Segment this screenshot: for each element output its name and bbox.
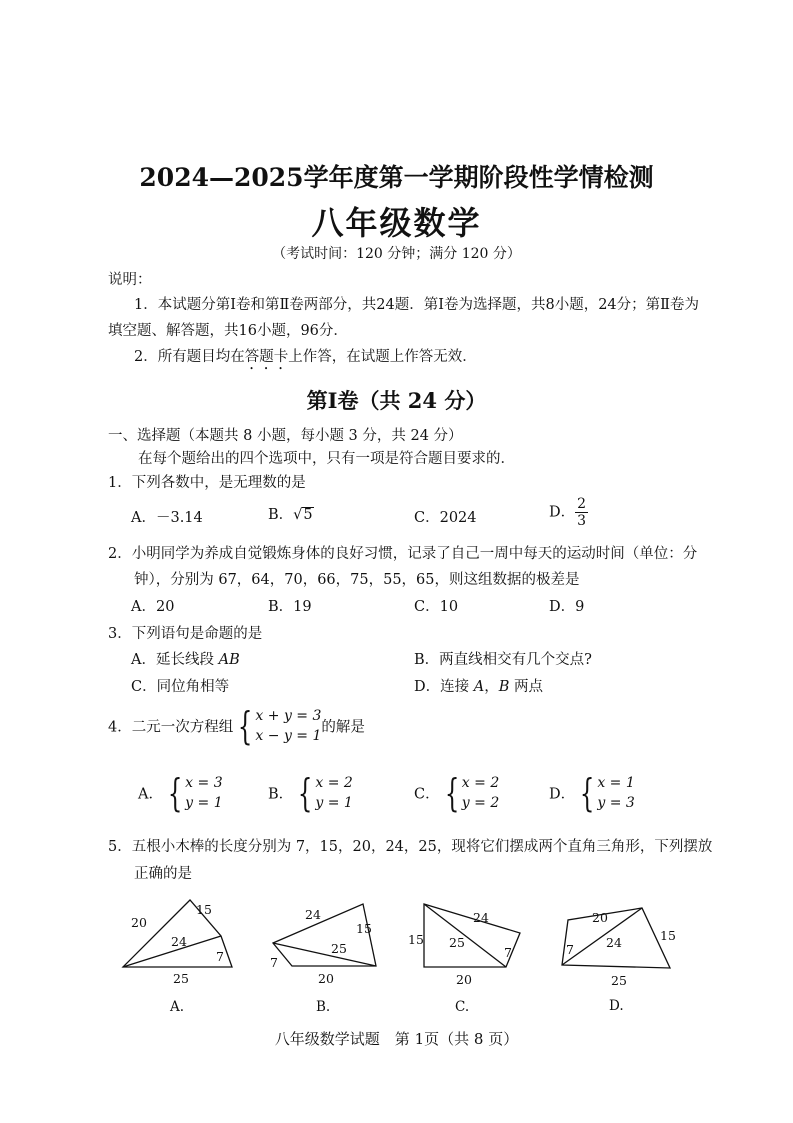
q4-option-b-system xyxy=(293,773,353,813)
part-1-instruction: 在每个题给出的四个选项中，只有一项是符合题目要求的． xyxy=(138,451,515,467)
q4-stem-prefix: 4．二元一次方程组 xyxy=(108,719,234,736)
q4-option-c-label: C． xyxy=(414,786,440,803)
q4-option-b-eq-2: y = 1 xyxy=(315,795,353,811)
exam-info: （考试时间：120 分钟；满分 120 分） xyxy=(272,246,521,262)
section-1-title: 第Ⅰ卷（共 24 分） xyxy=(306,388,487,413)
figure-a-label-24: 24 xyxy=(171,934,187,949)
q5-stem-line-1: 5．五根小木棒的长度分别为 7，15，20，24，25，现将它们摆成两个直角三角形，下列摆放 xyxy=(108,839,713,855)
q4-option-a-eq-1: x = 3 xyxy=(185,775,223,791)
q4-option-a-label: A． xyxy=(138,786,163,803)
q4-option-d-eq-1: x = 1 xyxy=(597,775,635,791)
q4-option-c xyxy=(414,773,499,813)
q3-option-d-var1: A xyxy=(473,679,485,695)
q4-equation-system xyxy=(233,706,321,746)
note-2 xyxy=(134,345,477,373)
q3-option-d-suffix: 两点 xyxy=(509,679,543,695)
q3-option-d xyxy=(414,675,543,696)
q4-stem xyxy=(108,706,365,746)
figure-c-caption: C. xyxy=(455,999,470,1015)
figure-b-label-7: 7 xyxy=(270,955,278,970)
note-2-suffix: 上作答，在试题上作答无效． xyxy=(288,349,477,365)
figure-a-caption: A. xyxy=(170,999,185,1015)
q1-option-c: C．2024 xyxy=(414,510,477,526)
q1-stem: 1．下列各数中，是无理数的是 xyxy=(108,475,306,491)
sqrt-symbol: √ 5 xyxy=(293,507,313,523)
q3-option-d-sep: ， xyxy=(484,679,499,695)
figure-d-label-25: 25 xyxy=(611,973,627,988)
q2-option-a: A．20 xyxy=(131,599,175,615)
q4-option-c-eq-1: x = 2 xyxy=(461,775,500,791)
note-2-prefix: 2．所有题目均在 xyxy=(134,349,245,365)
q3-stem: 3．下列语句是命题的是 xyxy=(108,626,263,642)
q4-option-a-system xyxy=(163,773,223,813)
figure-b-caption: B. xyxy=(316,999,331,1015)
q5-figures xyxy=(0,880,793,1020)
q4-eq-1: x + y = 3 xyxy=(255,708,322,724)
figure-a-label-25: 25 xyxy=(173,971,189,986)
subject-title: 八年级数学 xyxy=(311,204,482,242)
figure-a-label-20: 20 xyxy=(131,915,147,930)
q2-option-c: C．10 xyxy=(414,599,459,615)
note-1-line-1: 1．本试题分第Ⅰ卷和第Ⅱ卷两部分，共24题．第Ⅰ卷为选择题，共8小题，24分；第Ⅱ卷为 xyxy=(134,297,700,313)
exam-title: 2024—2025学年度第一学期阶段性学情检测 xyxy=(139,163,654,192)
part-1-heading: 一、选择题（本题共 8 小题，每小题 3 分，共 24 分） xyxy=(108,428,463,444)
q4-option-d-eq-2: y = 3 xyxy=(597,795,635,811)
q1-option-b xyxy=(268,503,314,524)
q4-option-a-eq-2: y = 1 xyxy=(185,795,223,811)
q2-option-b: B．19 xyxy=(268,599,312,615)
q3-option-d-text: D．连接 xyxy=(414,679,474,695)
q4-option-c-system xyxy=(440,773,500,813)
q2-stem-line-1: 2．小明同学为养成自觉锻炼身体的良好习惯，记录了自己一周中每天的运动时间（单位：分 xyxy=(108,546,698,562)
q4-option-b-eq-1: x = 2 xyxy=(315,775,353,791)
q4-option-d-label: D． xyxy=(549,786,576,803)
q4-option-c-eq-2: y = 2 xyxy=(461,795,500,811)
figure-c-label-15: 15 xyxy=(408,932,424,947)
q4-eq-2: x − y = 1 xyxy=(255,728,322,744)
q1-option-b-label: B． xyxy=(268,507,294,523)
figure-d-label-15: 15 xyxy=(660,928,676,943)
figure-d-label-20: 20 xyxy=(592,910,608,925)
figure-d-label-24: 24 xyxy=(606,935,622,950)
figure-c-label-7: 7 xyxy=(504,945,512,960)
q3-option-a xyxy=(131,648,240,669)
figure-a-label-7: 7 xyxy=(216,949,224,964)
q1-option-b-radicand: 5 xyxy=(303,507,313,523)
figure-c-diagonal xyxy=(424,904,506,967)
brace-symbol: { xyxy=(444,771,459,815)
notes-heading: 说明： xyxy=(108,272,152,288)
q4-option-d xyxy=(549,773,635,813)
q4-stem-suffix: 的解是 xyxy=(321,719,365,736)
figure-c-label-24: 24 xyxy=(473,910,489,925)
q1-option-d-label: D． xyxy=(549,504,576,521)
note-1-line-2: 填空题、解答题，共16小题，96分． xyxy=(108,323,348,339)
figure-c-label-20: 20 xyxy=(456,972,472,987)
q4-option-b xyxy=(268,773,353,813)
q1-option-a: A．－3.14 xyxy=(131,510,203,526)
figure-b-label-25: 25 xyxy=(331,941,347,956)
q2-option-d: D．9 xyxy=(549,599,585,615)
q4-option-a xyxy=(138,773,223,813)
figure-d-caption: D. xyxy=(609,998,624,1014)
page-footer: 八年级数学试题 第 1页（共 8 页） xyxy=(274,1030,519,1048)
q1-option-d xyxy=(549,496,588,529)
brace-symbol: { xyxy=(297,771,313,815)
figure-a-label-15: 15 xyxy=(196,902,212,917)
brace-symbol: { xyxy=(579,771,595,815)
q3-option-c: C．同位角相等 xyxy=(131,679,230,695)
q3-option-b: B．两直线相交有几个交点? xyxy=(414,652,592,668)
note-2-emphasis: 答题卡 xyxy=(244,349,289,365)
figure-b-label-24: 24 xyxy=(305,907,321,922)
brace-symbol: { xyxy=(167,771,183,815)
figure-b-label-15: 15 xyxy=(356,921,372,936)
q4-option-d-system xyxy=(575,773,635,813)
q5-stem-line-2: 正确的是 xyxy=(134,866,192,882)
brace-symbol: { xyxy=(238,704,253,748)
q1-option-d-fraction xyxy=(575,496,588,529)
fraction-denominator: 3 xyxy=(577,513,587,529)
figure-b-label-20: 20 xyxy=(318,971,334,986)
q2-stem-line-2: 钟），分别为 67，64，70，66，75，55，65，则这组数据的极差是 xyxy=(134,572,580,588)
q3-option-d-var2: B xyxy=(498,679,510,695)
q3-option-a-text: A．延长线段 xyxy=(131,652,219,668)
q3-option-a-var: AB xyxy=(218,652,240,668)
q4-option-b-label: B． xyxy=(268,786,294,803)
figure-d-label-7: 7 xyxy=(566,942,574,957)
figure-c-label-25: 25 xyxy=(449,935,465,950)
fraction-numerator: 2 xyxy=(577,496,587,512)
